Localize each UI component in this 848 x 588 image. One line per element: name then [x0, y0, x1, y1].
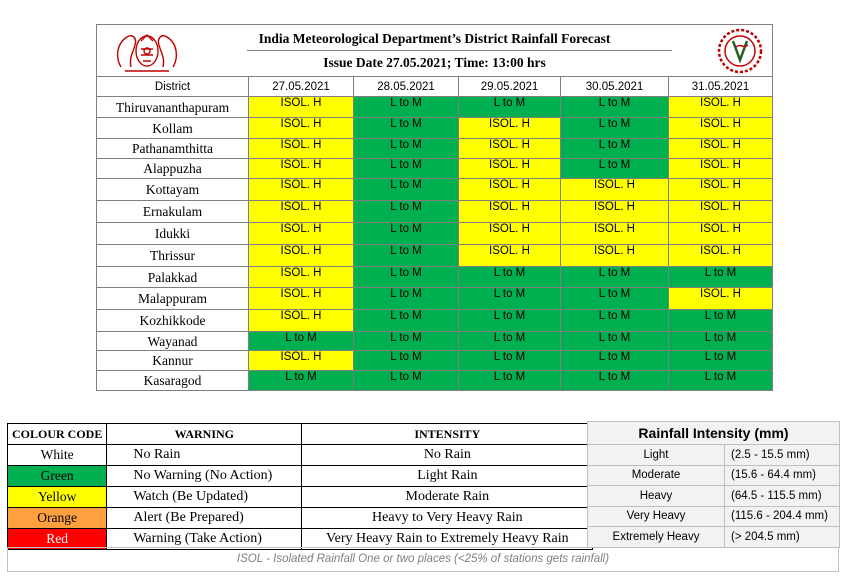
forecast-cell: L to M — [249, 332, 354, 351]
district-name: Thiruvananthapuram — [97, 97, 249, 118]
warning-label: Alert (Be Prepared) — [107, 508, 302, 529]
warning-label: Watch (Be Updated) — [107, 487, 302, 508]
date-column-header: 27.05.2021 — [249, 77, 354, 97]
district-row — [97, 288, 773, 310]
forecast-cell: L to M — [459, 310, 561, 332]
forecast-cell: ISOL. H — [249, 223, 354, 245]
legend-row — [8, 445, 593, 466]
forecast-cell: L to M — [354, 139, 459, 159]
warning-label: Warning (Take Action) — [107, 529, 302, 550]
colour-swatch: White — [8, 445, 107, 466]
forecast-cell: L to M — [354, 223, 459, 245]
forecast-cell: L to M — [669, 371, 773, 391]
warning-header: WARNING — [107, 424, 302, 445]
rainfall-intensity-row — [588, 465, 840, 486]
forecast-cell: ISOL. H — [669, 159, 773, 179]
forecast-cell: ISOL. H — [561, 245, 669, 267]
legend-row — [8, 508, 593, 529]
rainfall-intensity-row — [588, 527, 840, 548]
forecast-cell: L to M — [354, 332, 459, 351]
intensity-range: (> 204.5 mm) — [725, 527, 840, 548]
forecast-cell: ISOL. H — [459, 201, 561, 223]
forecast-cell: L to M — [459, 97, 561, 118]
forecast-cell: L to M — [354, 245, 459, 267]
warning-label: No Rain — [107, 445, 302, 466]
forecast-cell: ISOL. H — [459, 179, 561, 201]
forecast-cell: L to M — [249, 371, 354, 391]
intensity-category: Heavy — [588, 486, 725, 507]
forecast-cell: L to M — [459, 332, 561, 351]
forecast-cell: L to M — [354, 179, 459, 201]
district-row — [97, 139, 773, 159]
forecast-cell: ISOL. H — [249, 201, 354, 223]
district-name: Kottayam — [97, 179, 249, 201]
intensity-label: Moderate Rain — [302, 487, 593, 508]
forecast-cell: L to M — [561, 332, 669, 351]
colour-code-header: COLOUR CODE — [8, 424, 107, 445]
forecast-cell: L to M — [561, 139, 669, 159]
forecast-cell: ISOL. H — [669, 97, 773, 118]
forecast-cell: L to M — [354, 310, 459, 332]
forecast-cell: ISOL. H — [459, 139, 561, 159]
warning-label: No Warning (No Action) — [107, 466, 302, 487]
forecast-cell: L to M — [561, 371, 669, 391]
forecast-cell: ISOL. H — [561, 223, 669, 245]
intensity-category: Light — [588, 445, 725, 466]
forecast-cell: ISOL. H — [561, 201, 669, 223]
forecast-cell: ISOL. H — [669, 179, 773, 201]
forecast-cell: ISOL. H — [459, 118, 561, 139]
district-name: Ernakulam — [97, 201, 249, 223]
district-name: Wayanad — [97, 332, 249, 351]
forecast-cell: ISOL. H — [249, 310, 354, 332]
rainfall-intensity-title: Rainfall Intensity (mm) — [588, 422, 840, 445]
forecast-cell: ISOL. H — [669, 288, 773, 310]
forecast-cell: L to M — [354, 351, 459, 371]
forecast-cell: L to M — [354, 118, 459, 139]
district-name: Kasaragod — [97, 371, 249, 391]
forecast-cell: ISOL. H — [249, 139, 354, 159]
district-forecast-table — [96, 24, 773, 391]
district-row — [97, 118, 773, 139]
rainfall-intensity-table — [587, 421, 840, 548]
forecast-cell: L to M — [561, 267, 669, 288]
date-column-header: 29.05.2021 — [459, 77, 561, 97]
intensity-range: (64.5 - 115.5 mm) — [725, 486, 840, 507]
district-row — [97, 371, 773, 391]
forecast-cell: L to M — [561, 159, 669, 179]
forecast-cell: ISOL. H — [669, 245, 773, 267]
forecast-cell: ISOL. H — [249, 288, 354, 310]
intensity-category: Very Heavy — [588, 506, 725, 527]
district-row — [97, 310, 773, 332]
header-divider — [247, 50, 672, 51]
district-row — [97, 332, 773, 351]
legend-row — [8, 466, 593, 487]
forecast-cell: ISOL. H — [669, 139, 773, 159]
date-header-row — [97, 77, 773, 97]
district-row — [97, 159, 773, 179]
district-name: Kollam — [97, 118, 249, 139]
forecast-cell: L to M — [669, 351, 773, 371]
intensity-label: Very Heavy Rain to Extremely Heavy Rain — [302, 529, 593, 550]
isol-footnote: ISOL - Isolated Rainfall One or two places (<25% of stations gets rainfall) — [7, 547, 839, 572]
forecast-cell: L to M — [354, 267, 459, 288]
forecast-cell: ISOL. H — [669, 223, 773, 245]
forecast-title: India Meteorological Department’s District Rainfall Forecast — [258, 31, 611, 46]
forecast-cell: L to M — [561, 288, 669, 310]
intensity-header: INTENSITY — [302, 424, 593, 445]
forecast-cell: L to M — [459, 371, 561, 391]
intensity-label: Heavy to Very Heavy Rain — [302, 508, 593, 529]
district-name: Malappuram — [97, 288, 249, 310]
forecast-cell: L to M — [354, 371, 459, 391]
forecast-cell: ISOL. H — [459, 245, 561, 267]
district-row — [97, 267, 773, 288]
date-column-header: 31.05.2021 — [669, 77, 773, 97]
district-name: Idukki — [97, 223, 249, 245]
legend-row — [8, 487, 593, 508]
forecast-cell: ISOL. H — [249, 267, 354, 288]
colour-code-legend — [7, 423, 593, 550]
forecast-cell: ISOL. H — [249, 245, 354, 267]
forecast-cell: L to M — [561, 97, 669, 118]
forecast-header — [97, 25, 773, 77]
rainfall-intensity-row — [588, 445, 840, 466]
forecast-cell: L to M — [459, 351, 561, 371]
colour-swatch: Orange — [8, 508, 107, 529]
colour-swatch: Green — [8, 466, 107, 487]
forecast-cell: ISOL. H — [249, 179, 354, 201]
forecast-cell: L to M — [561, 310, 669, 332]
district-row — [97, 179, 773, 201]
date-column-header: 30.05.2021 — [561, 77, 669, 97]
district-name: Pathanamthitta — [97, 139, 249, 159]
colour-swatch: Red — [8, 529, 107, 550]
date-column-header: 28.05.2021 — [354, 77, 459, 97]
intensity-range: (115.6 - 204.4 mm) — [725, 506, 840, 527]
forecast-cell: L to M — [669, 267, 773, 288]
intensity-label: No Rain — [302, 445, 593, 466]
forecast-cell: L to M — [354, 159, 459, 179]
forecast-cell: L to M — [561, 118, 669, 139]
district-row — [97, 245, 773, 267]
forecast-cell: ISOL. H — [561, 179, 669, 201]
forecast-cell: ISOL. H — [669, 201, 773, 223]
intensity-range: (15.6 - 64.4 mm) — [725, 465, 840, 486]
imd-logo-icon — [716, 27, 764, 75]
forecast-cell: ISOL. H — [459, 223, 561, 245]
forecast-cell: L to M — [459, 267, 561, 288]
intensity-category: Moderate — [588, 465, 725, 486]
forecast-cell: ISOL. H — [459, 159, 561, 179]
intensity-category: Extremely Heavy — [588, 527, 725, 548]
district-name: Kannur — [97, 351, 249, 371]
forecast-cell: ISOL. H — [669, 118, 773, 139]
district-name: Kozhikkode — [97, 310, 249, 332]
forecast-cell: L to M — [459, 288, 561, 310]
district-row — [97, 201, 773, 223]
forecast-cell: L to M — [561, 351, 669, 371]
intensity-range: (2.5 - 15.5 mm) — [725, 445, 840, 466]
issue-date: Issue Date 27.05.2021; Time: 13:00 hrs — [323, 55, 546, 70]
forecast-cell: L to M — [354, 97, 459, 118]
district-name: Palakkad — [97, 267, 249, 288]
rainfall-intensity-row — [588, 486, 840, 507]
district-row — [97, 97, 773, 118]
forecast-cell: ISOL. H — [249, 159, 354, 179]
forecast-cell: L to M — [669, 310, 773, 332]
district-name: Alappuzha — [97, 159, 249, 179]
forecast-cell: L to M — [669, 332, 773, 351]
forecast-cell: ISOL. H — [249, 118, 354, 139]
intensity-label: Light Rain — [302, 466, 593, 487]
forecast-cell: ISOL. H — [249, 97, 354, 118]
forecast-cell: ISOL. H — [249, 351, 354, 371]
forecast-cell: L to M — [354, 201, 459, 223]
district-row — [97, 223, 773, 245]
district-row — [97, 351, 773, 371]
district-column-header: District — [97, 77, 249, 97]
district-name: Thrissur — [97, 245, 249, 267]
rainfall-intensity-row — [588, 506, 840, 527]
colour-swatch: Yellow — [8, 487, 107, 508]
forecast-cell: L to M — [354, 288, 459, 310]
